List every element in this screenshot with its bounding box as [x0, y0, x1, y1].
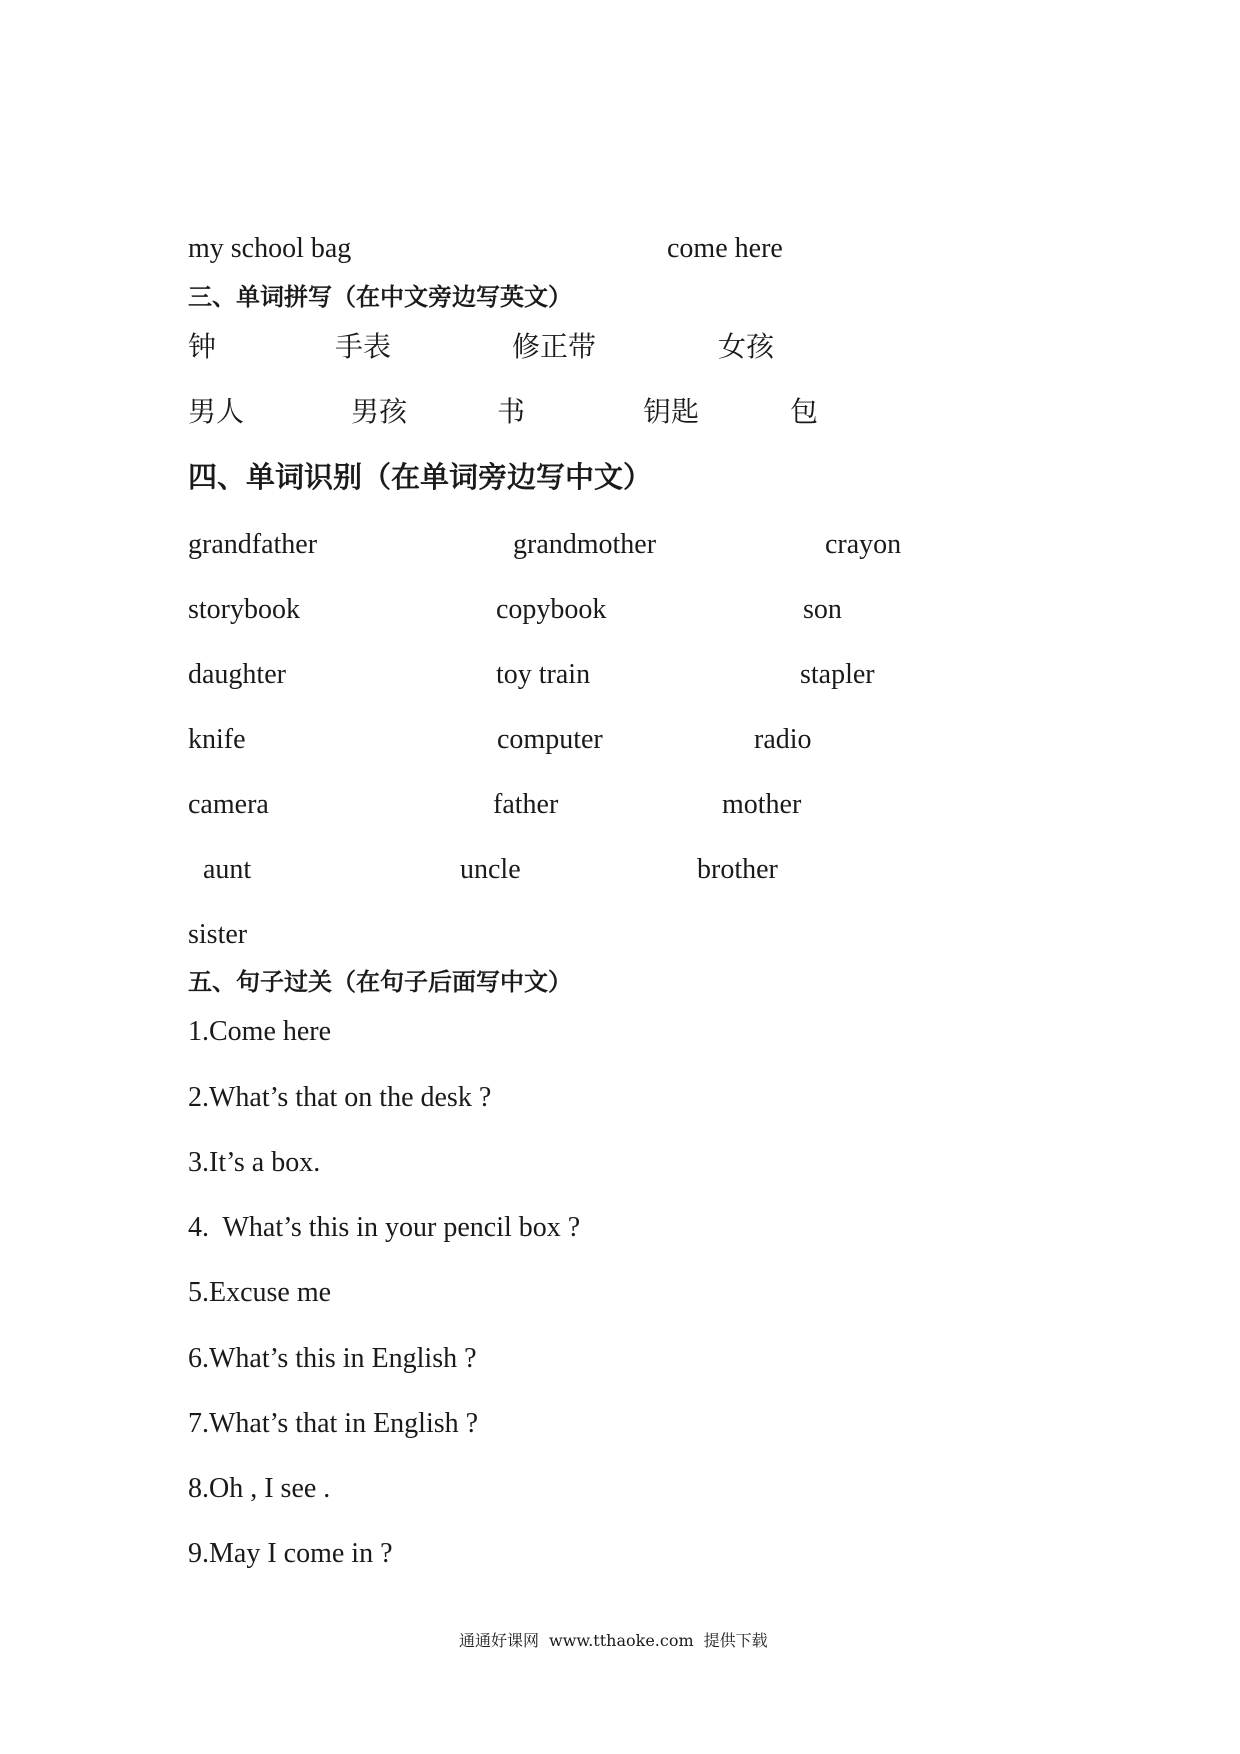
english-word: sister	[188, 919, 248, 950]
english-word: computer	[497, 724, 603, 755]
english-word: storybook	[188, 594, 300, 625]
section-heading: 四、单词识别（在单词旁边写中文）	[188, 460, 653, 494]
english-word: brother	[697, 854, 778, 885]
english-word: copybook	[496, 594, 607, 625]
chinese-word: 钥匙	[643, 395, 700, 428]
chinese-word: 修正带	[512, 330, 597, 363]
sentence: 3.It’s a box.	[188, 1147, 321, 1178]
english-word: mother	[722, 789, 802, 820]
english-word: daughter	[188, 659, 286, 690]
chinese-word: 女孩	[718, 330, 775, 363]
sentence: 5.Excuse me	[188, 1277, 332, 1308]
chinese-word: 手表	[335, 330, 392, 363]
sentence: 2.What’s that on the desk ?	[188, 1082, 492, 1113]
chinese-word: 男孩	[351, 395, 408, 428]
english-word: grandmother	[513, 529, 657, 560]
section-heading: 五、句子过关（在句子后面写中文）	[188, 968, 572, 996]
english-word: aunt	[203, 854, 252, 885]
sentence: 9.May I come in ?	[188, 1538, 393, 1569]
footer-site-name: 通通好课网	[459, 1631, 540, 1650]
chinese-word: 书	[497, 395, 526, 428]
chinese-word: 包	[790, 395, 819, 428]
footer-url: www.tthaoke.com	[549, 1631, 694, 1650]
chinese-word: 男人	[188, 395, 245, 428]
section-heading: 三、单词拼写（在中文旁边写英文）	[188, 283, 572, 311]
english-word: toy train	[496, 659, 591, 690]
chinese-word: 钟	[188, 330, 217, 363]
english-word: grandfather	[188, 529, 318, 560]
vocab-item: my school bag	[188, 233, 352, 264]
english-word: radio	[754, 724, 812, 755]
english-word: camera	[188, 789, 269, 820]
english-word: stapler	[800, 659, 875, 690]
sentence: 1.Come here	[188, 1016, 332, 1047]
english-word: crayon	[825, 529, 902, 560]
page-footer	[459, 1633, 768, 1649]
english-word: uncle	[460, 854, 521, 885]
english-word: father	[493, 789, 559, 820]
sentence: 6.What’s this in English ?	[188, 1343, 477, 1374]
vocab-item: come here	[667, 233, 783, 264]
sentence: 8.Oh , I see .	[188, 1473, 331, 1504]
sentence: 4. What’s this in your pencil box ?	[188, 1212, 581, 1243]
sentence: 7.What’s that in English ?	[188, 1408, 479, 1439]
english-word: knife	[188, 724, 246, 755]
footer-note: 提供下载	[703, 1631, 768, 1650]
english-word: son	[803, 594, 842, 625]
